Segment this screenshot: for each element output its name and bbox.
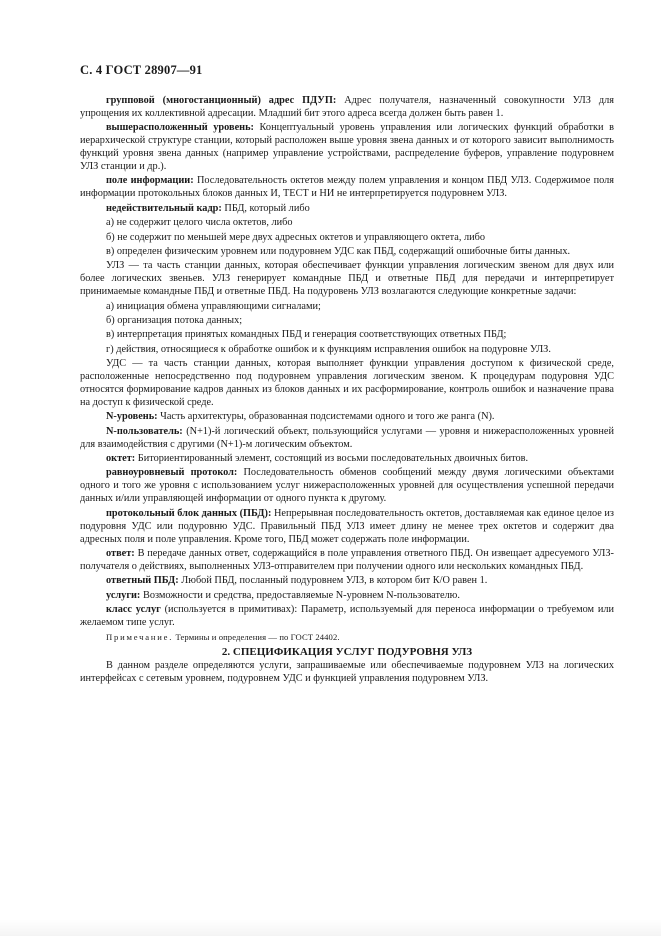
term: ответный ПБД: xyxy=(106,575,179,587)
definition-text: Адрес получателя, назначенный совокупности УЛЗ для упрощения их коллективной адресации. Младший бит этого адреса всегда должен быть равен 1. xyxy=(80,95,614,119)
term: N-пользователь: xyxy=(106,425,183,437)
definition-pdu xyxy=(80,508,614,547)
definition-octet xyxy=(80,453,614,466)
definition-response-pdu xyxy=(80,575,614,588)
list-item: б) организация потока данных; xyxy=(106,315,243,326)
definition-text: Последовательность обменов сообщений между двумя логическими объектами одного и того же уровня с использованием услуг нижерасположенных уровней для осуществления успешной передачи данных и/или управляющей информации от одного пункта к другому. xyxy=(80,467,614,505)
term: вышерасположенный уровень: xyxy=(106,122,254,134)
term: групповой (многостанционный) адрес ПДУП: xyxy=(106,95,337,106)
section-paragraph: В данном разделе определяются услуги, запрашиваемые или обеспечиваемые подуровнем УЛЗ на логических интерфейсах с сетевым уровнем, подуровнем УДС и функцией управления подуровнем УЛЗ. xyxy=(80,660,614,685)
note xyxy=(80,631,614,644)
definition-multicast-address xyxy=(80,95,614,121)
note-text: Термины и определения — по ГОСТ 24402. xyxy=(173,632,340,643)
list-item: а) инициация обмена управляющими сигналами; xyxy=(106,300,321,312)
term: услуги: xyxy=(106,589,141,601)
definition-upper-layer xyxy=(80,122,614,174)
definition-response xyxy=(80,548,614,574)
term: N-уровень: xyxy=(106,411,158,423)
term: октет: xyxy=(106,453,136,465)
definition-text: Возможности и средства, предоставляемые N-уровнем N-пользователю. xyxy=(140,589,460,601)
definition-text: ПБД, который либо xyxy=(221,202,310,214)
definition-text: Биториентированный элемент, состоящий из восьми последовательных двоичных битов. xyxy=(135,453,529,465)
definition-peer-protocol xyxy=(80,467,614,506)
running-head: С. 4 ГОСТ 28907—91 xyxy=(80,63,203,77)
list-item: в) определен физическим уровнем или подуровнем УДС как ПБД, содержащий ошибочные биты данных. xyxy=(106,245,571,257)
page-bottom-edge xyxy=(0,920,661,936)
term: класс услуг xyxy=(106,604,161,616)
term: протокольный блок данных (ПБД): xyxy=(106,507,272,519)
list-item: в) интерпретация принятых командных ПБД и генерация соответствующих ответных ПБД; xyxy=(106,329,507,341)
definition-text: (N+1)-й логический объект, пользующийся услугами — уровня и нижерасположенных уровней для взаимодействия с другими (N+1)-м логическим объектом. xyxy=(80,425,614,450)
mac-paragraph: УДС — та часть станции данных, которая выполняет функции управления доступом к физической среде, расположенные непосредственно под подуровнем управления логическим звеном. К процедурам подуровня УДС относятся формирование кадров данных из блоков данных и их расформирование, контроль ошибок и назначение права на доступ к физической среде. xyxy=(80,358,614,408)
definition-text: Часть архитектуры, образованная подсистемами одного и того же ранга (N). xyxy=(157,411,495,423)
list-item: б) не содержит по меньшей мере двух адресных октетов и управляющего октета, либо xyxy=(106,231,486,243)
term: поле информации: xyxy=(106,175,194,187)
definition-information-field xyxy=(80,175,614,201)
list-item: г) действия, относящиеся к обработке ошибок и к функциям исправления ошибок на подуровне УЛЗ. xyxy=(106,343,551,355)
note-label: Примечание. xyxy=(106,632,174,643)
definition-text: Концептуальный уровень управления или логических функций обработки в иерархической структуре станции, который расположен выше уровня звена данных и от которого зависит выполнимость функций уровня звена данных (например управление устройствами, распределение буферов, управление подуровнем УЛЗ станции и др.). xyxy=(80,122,614,173)
term: равноуровневый протокол: xyxy=(106,467,238,479)
llc-paragraph: УЛЗ — та часть станции данных, которая обеспечивает функции управления логическим звеном для двух или более логических звеньев. УЛЗ генерирует командные ПБД и ответные ПБД для передачи и интерпретирует принимаемые командные ПБД и ответные ПБД. На подуровень УЛЗ возлагаются следующие конкретные задачи: xyxy=(80,260,614,298)
definition-service-class xyxy=(80,604,614,630)
term: ответ: xyxy=(106,547,135,559)
definition-services xyxy=(80,590,614,603)
list-item: а) не содержит целого числа октетов, либо xyxy=(106,217,293,229)
definition-text: (используется в примитивах): Параметр, используемый для переноса информации о требуемом или желаемом типе услуг. xyxy=(80,604,615,628)
term: недействительный кадр: xyxy=(106,202,222,214)
definition-text: Последовательность октетов между полем управления и концом ПБД УЛЗ. Содержимое поля информации протокольных блоков данных И, ТЕСТ и НИ не интерпретируется подуровнем УЛЗ. xyxy=(80,175,614,200)
definition-invalid-frame xyxy=(80,203,614,216)
section-title: 2. СПЕЦИФИКАЦИЯ УСЛУГ ПОДУРОВНЯ УЛЗ xyxy=(221,645,473,658)
definition-n-layer xyxy=(80,411,614,424)
definition-text: Любой ПБД, посланный подуровнем УЛЗ, в котором бит К/О равен 1. xyxy=(178,575,488,587)
definition-n-user xyxy=(80,426,614,452)
definition-text: Непрерывная последовательность октетов, доставляемая как единое целое из подуровня УДС или подуровню УДС. Правильный ПБД УЛЗ имеет длину не менее трех октетов и содержит два адресных поля и поле управления. Кроме того, ПБД может содержать поле информации. xyxy=(80,507,615,545)
definition-text: В передаче данных ответ, содержащийся в поле управления ответного ПБД. Он извещает адресуемого УЛЗ-получателя о действиях, выполненных УЛЗ-отправителем при получении одного или нескольких командных ПБД. xyxy=(80,547,614,572)
body-text xyxy=(80,95,614,687)
